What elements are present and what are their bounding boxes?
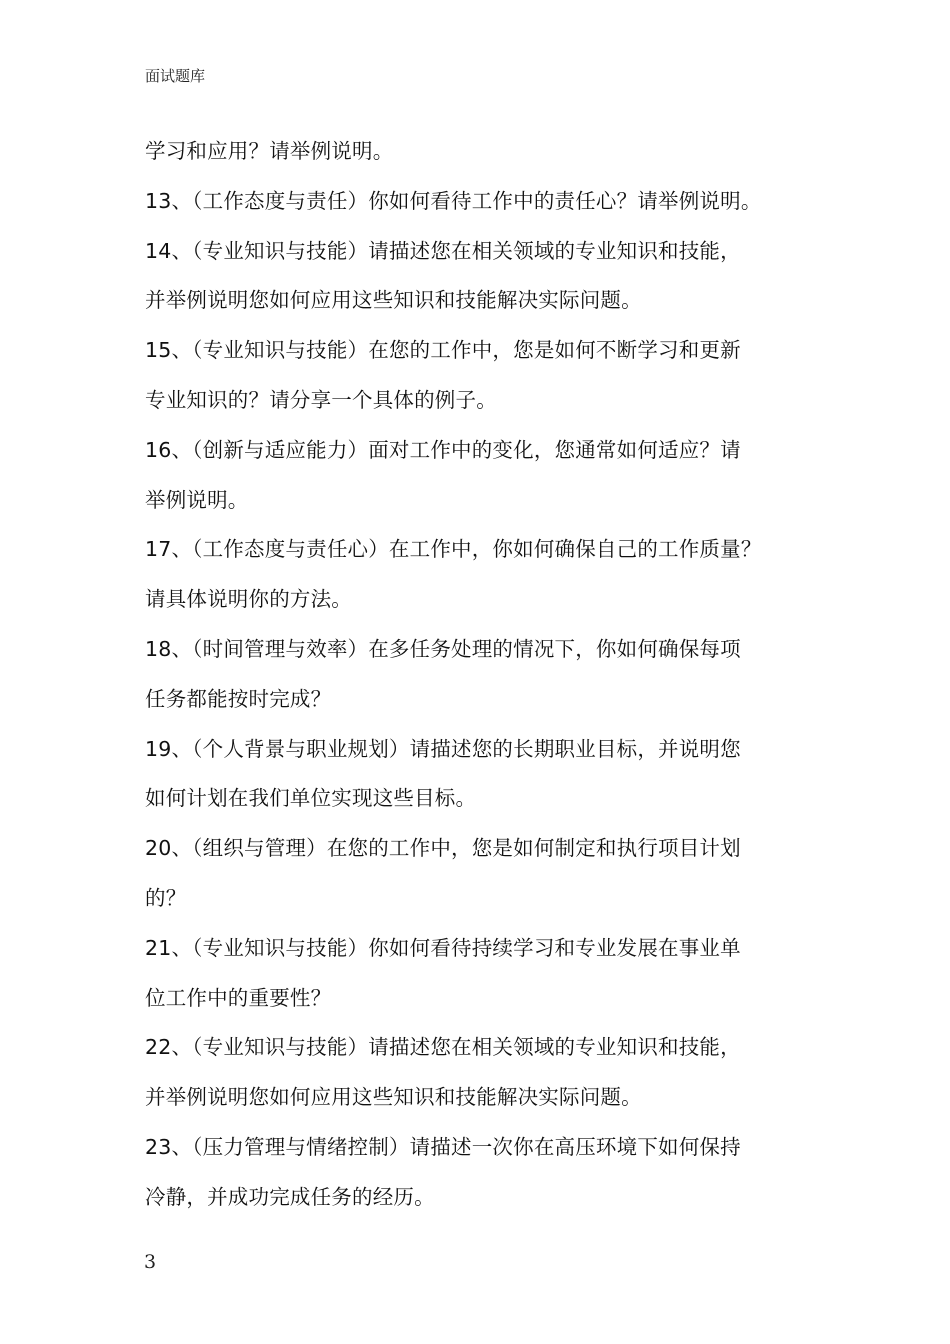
text-line: 15、（专业知识与技能）在您的工作中，您是如何不断学习和更新 (145, 338, 741, 363)
text-line: 并举例说明您如何应用这些知识和技能解决实际问题。 (145, 1085, 642, 1110)
question-list (145, 136, 825, 1232)
text-line: 18、（时间管理与效率）在多任务处理的情况下，你如何确保每项 (145, 636, 741, 661)
text-line: 的？ (145, 885, 187, 910)
page-header-title: 面试题库 (145, 67, 206, 85)
text-line: 16、（创新与适应能力）面对工作中的变化，您通常如何适应？请 (145, 437, 741, 462)
text-line: 19、（个人背景与职业规划）请描述您的长期职业目标，并说明您 (145, 736, 741, 761)
text-line: 学习和应用？请举例说明。 (145, 139, 394, 163)
page-number: 3 (144, 1251, 157, 1273)
text-line: 举例说明。 (145, 487, 249, 512)
text-line: 22、（专业知识与技能）请描述您在相关领域的专业知识和技能， (145, 1035, 741, 1060)
text-line: 任务都能按时完成？ (145, 686, 332, 711)
text-line: 如何计划在我们单位实现这些目标。 (145, 786, 477, 811)
text-line: 冷静，并成功完成任务的经历。 (145, 1184, 435, 1209)
text-line: 位工作中的重要性？ (145, 985, 332, 1010)
text-line: 14、（专业知识与技能）请描述您在相关领域的专业知识和技能， (145, 238, 741, 263)
text-line: 13、（工作态度与责任）你如何看待工作中的责任心？请举例说明。 (145, 188, 762, 213)
text-line: 请具体说明你的方法。 (145, 587, 352, 612)
text-line: 17、（工作态度与责任心）在工作中，你如何确保自己的工作质量？ (145, 537, 762, 562)
text-line: 21、（专业知识与技能）你如何看待持续学习和专业发展在事业单 (145, 935, 741, 960)
text-line: 专业知识的？请分享一个具体的例子。 (145, 387, 497, 412)
text-line: 23、（压力管理与情绪控制）请描述一次你在高压环境下如何保持 (145, 1134, 741, 1159)
text-line: 并举例说明您如何应用这些知识和技能解决实际问题。 (145, 288, 642, 313)
text-line: 20、（组织与管理）在您的工作中，您是如何制定和执行项目计划 (145, 836, 741, 861)
